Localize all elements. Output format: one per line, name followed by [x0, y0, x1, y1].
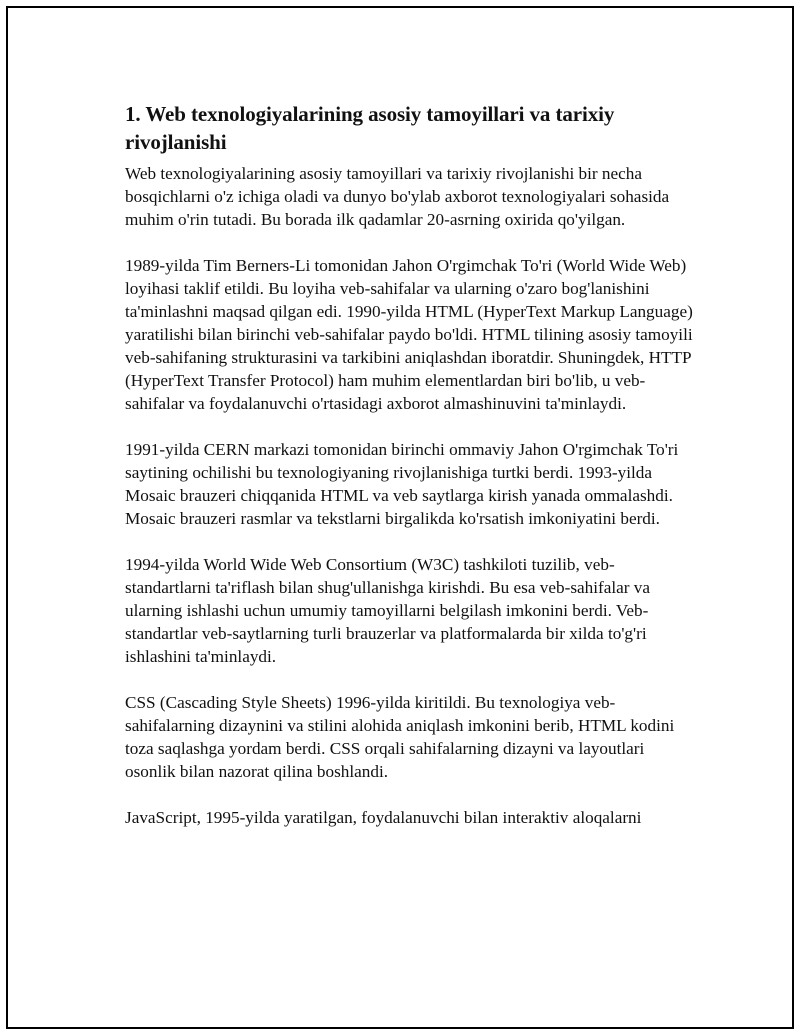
page-frame: [6, 6, 794, 1029]
paragraph-1994-w3c: 1994-yilda World Wide Web Consortium (W3C) tashkiloti tuzilib, veb-standartlarni ta'riflash bilan shug'ullanishga kirishdi. Bu esa veb-sahifalar va ularning ishlashi uchun umumiy tamoyillarni belgilash imkonini berdi. Veb-standartlar veb-saytlarning turli brauzerlar va platformalarda bir xilda to'g'ri ishlashini ta'minlaydi.: [125, 555, 651, 666]
paragraph-intro: Web texnologiyalarining asosiy tamoyillari va tarixiy rivojlanishi bir necha bosqichlarni o'z ichiga oladi va dunyo bo'ylab axborot texnologiyalari sohasida muhim o'rin tutadi. Bu borada ilk qadamlar 20-asrning oxirida qo'yilgan.: [125, 164, 670, 229]
paragraph-1996-css: CSS (Cascading Style Sheets) 1996-yilda kiritildi. Bu texnologiya veb-sahifalarning dizaynini va stilini alohida aniqlash imkonini berib, HTML kodini toza saqlashga yordam berdi. CSS orqali sahifalarning dizayni va layoutlari osonlik bilan nazorat qilina boshlandi.: [125, 693, 675, 781]
document-body: [125, 100, 697, 852]
paragraph-1989-www: 1989-yilda Tim Berners-Li tomonidan Jahon O'rgimchak To'ri (World Wide Web) loyihasi taklif etildi. Bu loyiha veb-sahifalar va ularning o'zaro bog'lanishini ta'minlashni maqsad qilgan edi. 1990-yilda HTML (HyperText Markup Language) yaratilishi bilan birinchi veb-sahifalar paydo bo'ldi. HTML tilining asosiy tamoyili veb-sahifaning strukturasini va tarkibini aniqlashdan iboratdir. Shuningdek, HTTP (HyperText Transfer Protocol) ham muhim elementlardan biri bo'lib, u veb-sahifalar va foydalanuvchi o'rtasidagi axborot almashinuvini ta'minlaydi.: [125, 256, 693, 413]
paragraph-1991-cern: 1991-yilda CERN markazi tomonidan birinchi ommaviy Jahon O'rgimchak To'ri saytining ochilishi bu texnologiyaning rivojlanishiga turtki berdi. 1993-yilda Mosaic brauzeri chiqqanida HTML va veb saytlarga kirish yanada ommalashdi. Mosaic brauzeri rasmlar va tekstlarni birgalikda ko'rsatish imkoniyatini berdi.: [125, 440, 679, 528]
paragraph-1995-javascript: JavaScript, 1995-yilda yaratilgan, foydalanuvchi bilan interaktiv aloqalarni: [125, 808, 642, 827]
section-title: 1. Web texnologiyalarining asosiy tamoyillari va tarixiy rivojlanishi: [125, 102, 615, 154]
